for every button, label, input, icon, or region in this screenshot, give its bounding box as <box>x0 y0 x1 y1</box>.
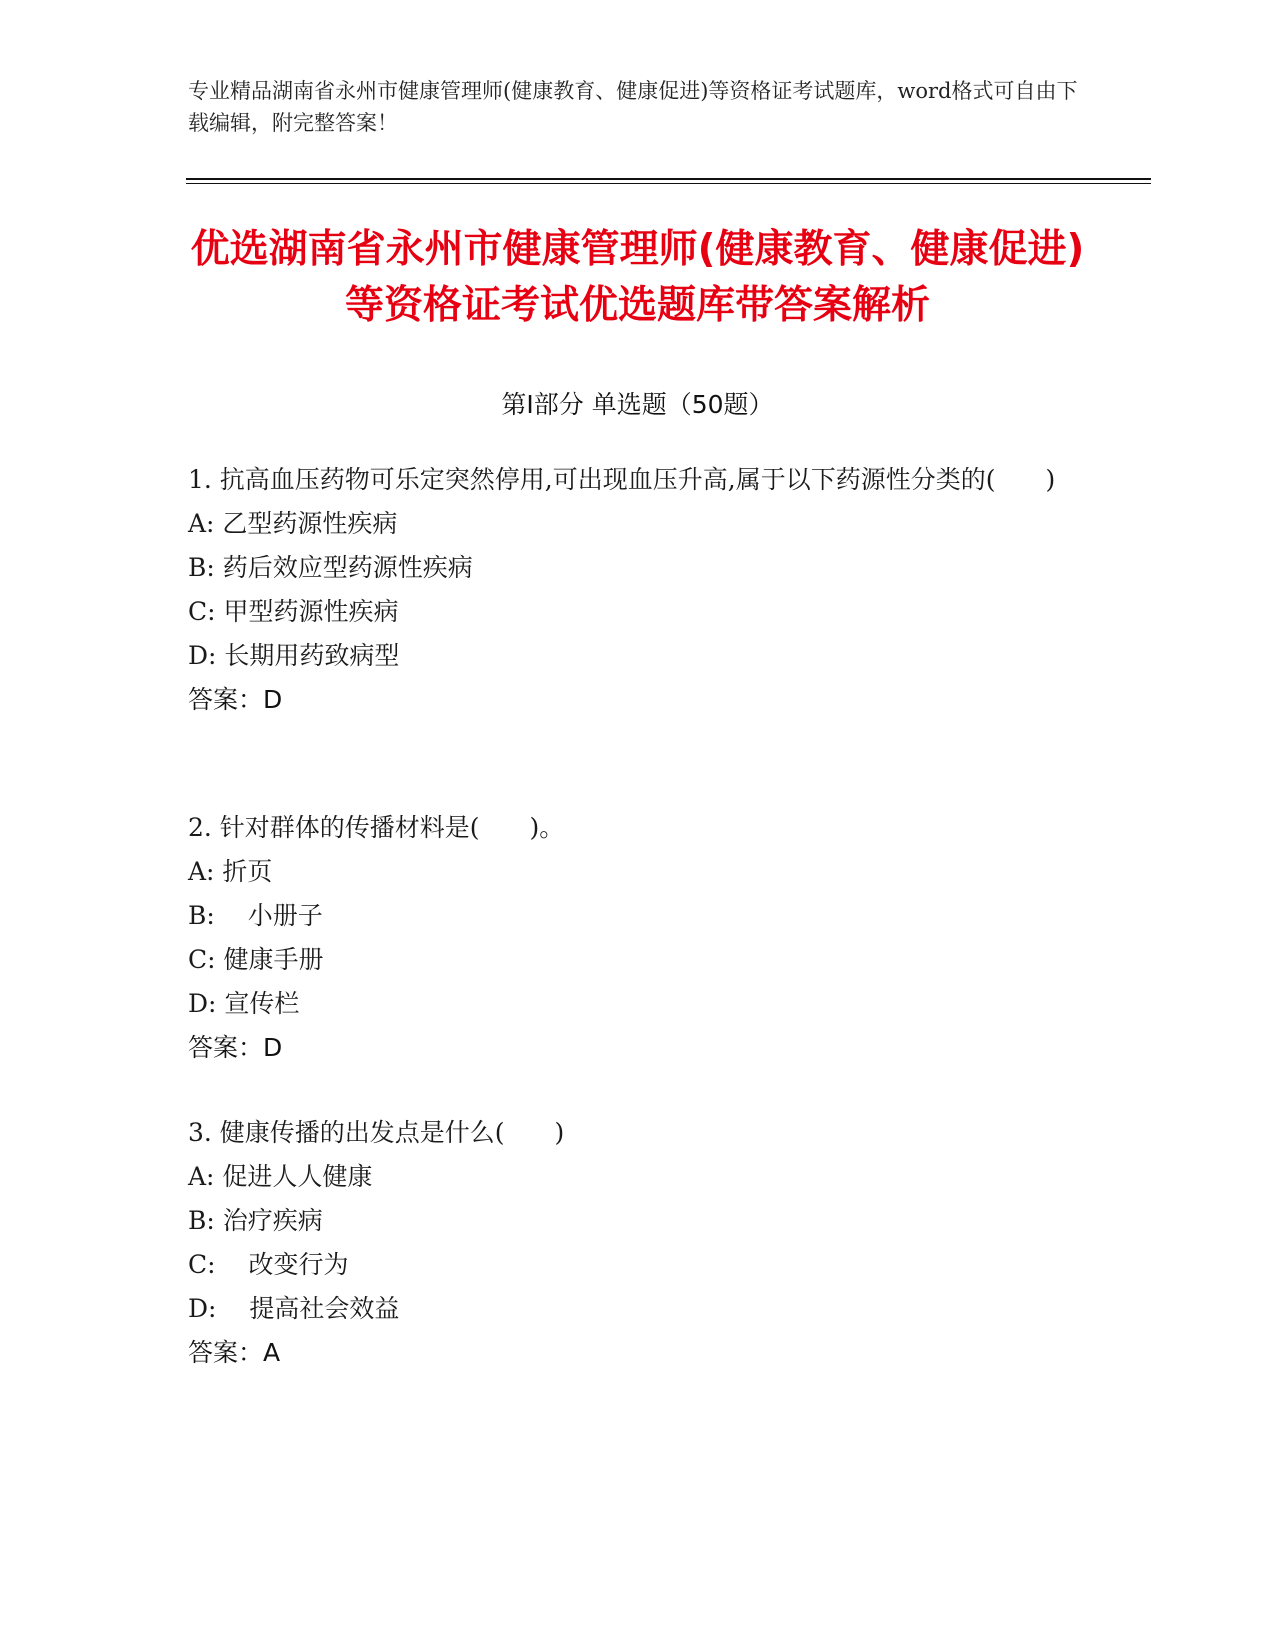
answer: 答案：D <box>188 685 283 714</box>
option-a: A: 促进人人健康 <box>188 1162 373 1191</box>
question-stem: 2. 针对群体的传播材料是( )。 <box>188 813 565 842</box>
option-d: D: 宣传栏 <box>188 989 300 1018</box>
option-b: B: 药后效应型药源性疾病 <box>188 553 473 582</box>
option-c: C: 改变行为 <box>188 1250 349 1279</box>
option-a: A: 乙型药源性疾病 <box>188 509 398 538</box>
option-c: C: 健康手册 <box>188 945 324 974</box>
option-a: A: 折页 <box>188 857 273 886</box>
option-d: D: 提高社会效益 <box>188 1294 400 1323</box>
option-c: C: 甲型药源性疾病 <box>188 597 399 626</box>
answer: 答案：D <box>188 1033 283 1062</box>
question-2 <box>188 806 1088 1070</box>
question-1 <box>188 458 1088 722</box>
header-rule-thin <box>186 183 1151 184</box>
option-b: B: 治疗疾病 <box>188 1206 323 1235</box>
option-d: D: 长期用药致病型 <box>188 641 400 670</box>
section-heading: 第Ⅰ部分 单选题（50题） <box>501 390 774 419</box>
header-rule-thick <box>186 178 1151 180</box>
question-stem: 3. 健康传播的出发点是什么( ) <box>188 1118 565 1147</box>
document-title: 优选湖南省永州市健康管理师(健康教育、健康促进)等资格证考试优选题库带答案解析 <box>190 227 1085 328</box>
answer: 答案：A <box>188 1338 281 1367</box>
question-3 <box>188 1111 1088 1375</box>
option-b: B: 小册子 <box>188 901 323 930</box>
header-note: 专业精品湖南省永州市健康管理师(健康教育、健康促进)等资格证考试题库，word格式可自由下载编辑，附完整答案！ <box>188 79 1078 135</box>
question-stem: 1. 抗高血压药物可乐定突然停用,可出现血压升高,属于以下药源性分类的( ) <box>188 465 1056 494</box>
